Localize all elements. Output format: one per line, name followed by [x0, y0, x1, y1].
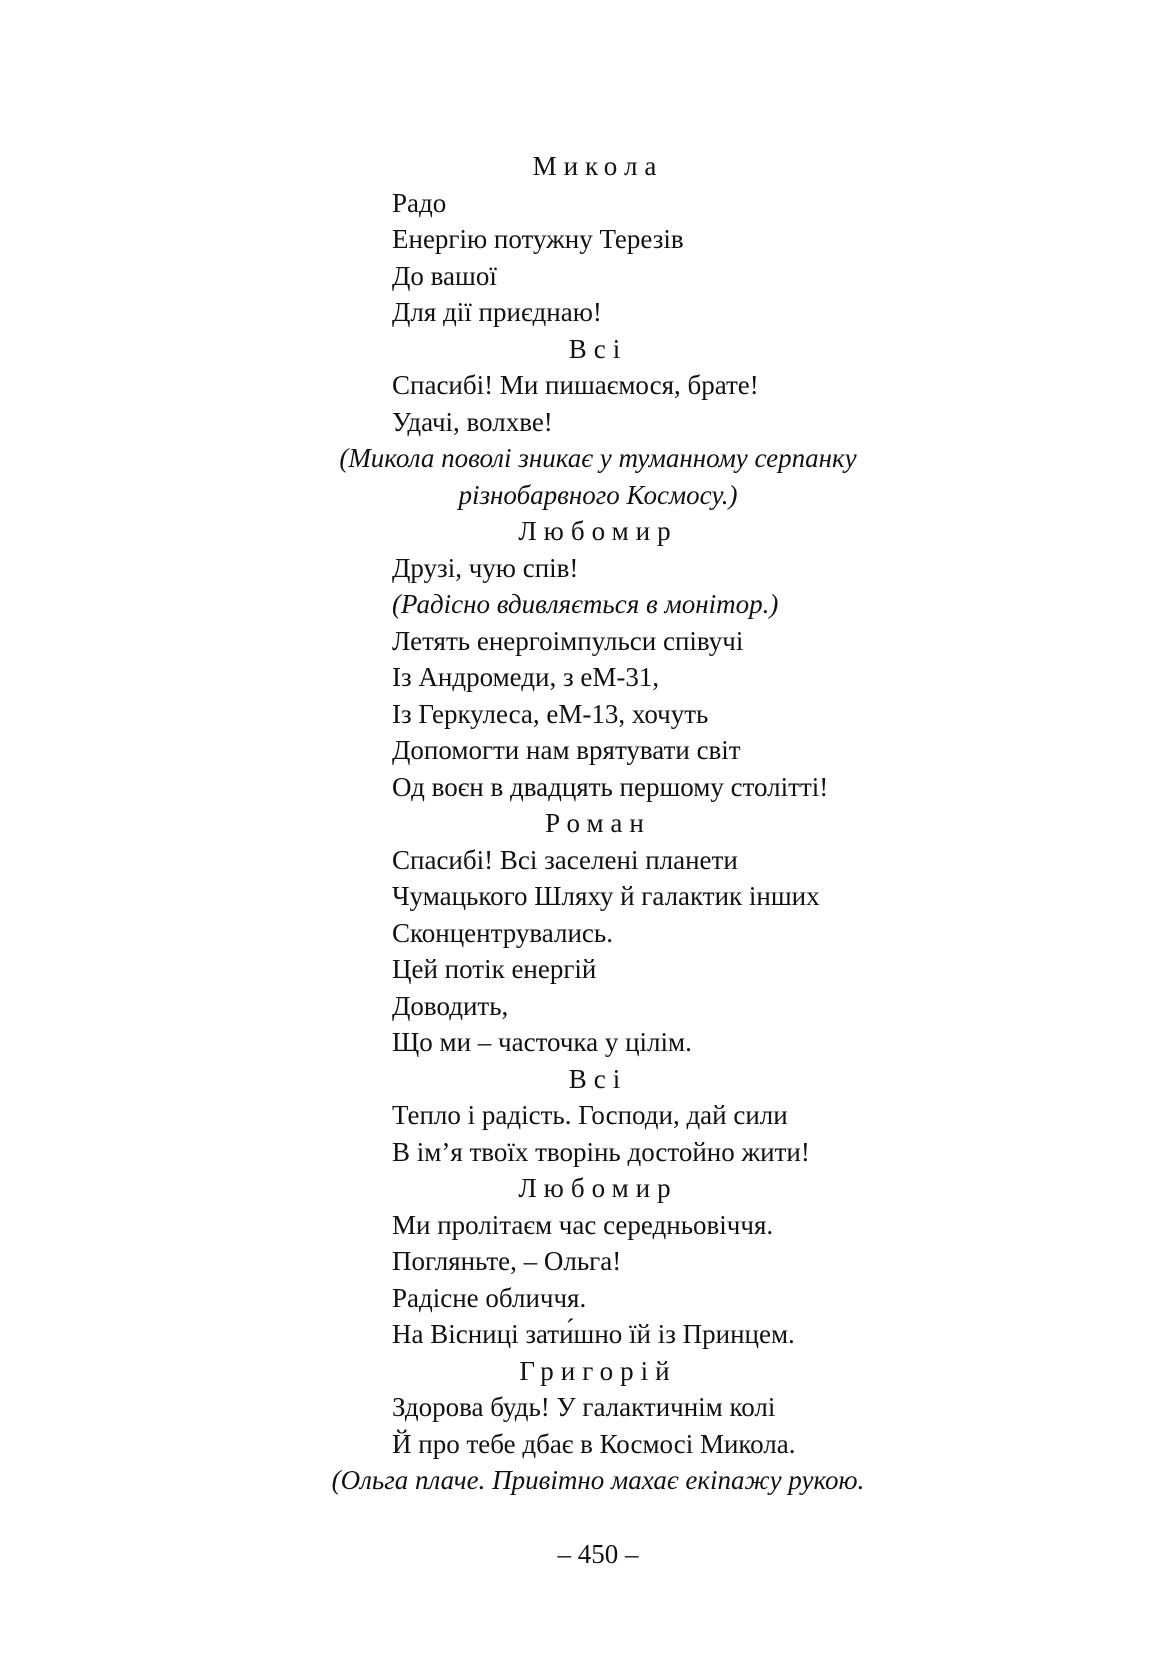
verse-line: Радісне обличчя.	[392, 1282, 587, 1313]
speaker-name: Микола	[532, 151, 664, 181]
verse-line: Друзі, чую спів!	[392, 552, 579, 583]
play-text	[0, 148, 1166, 1499]
page-number: – 450 –	[557, 1539, 639, 1569]
verse-line: Що ми – часточка у цілім.	[392, 1027, 692, 1057]
verse-line: Летять енергоімпульси співучі	[392, 625, 744, 656]
speaker-name: Григорій	[519, 1355, 677, 1386]
verse-line: До вашої	[392, 260, 497, 291]
stage-direction: (Радісно вдивляється в монітор.)	[392, 589, 779, 619]
speaker-name: Любомир	[518, 1173, 678, 1203]
verse-line: Спасибі! Ми пишаємося, брате!	[392, 370, 759, 400]
verse-line: Цей потік енергій	[392, 954, 597, 984]
verse-line: Й про тебе дбає в Космосі Микола.	[392, 1428, 796, 1459]
speaker-name: Роман	[545, 808, 651, 838]
verse-line: Ми пролітаєм час середньовіччя.	[392, 1209, 774, 1240]
speaker-name: Всі	[568, 333, 628, 364]
verse-line: Радо	[392, 187, 447, 218]
stage-direction: (Микола поволі зникає у туманному серпанку	[339, 443, 857, 473]
speaker-name: Любомир	[518, 516, 678, 546]
verse-line: Удачі, волхве!	[392, 406, 553, 437]
verse-line: Погляньте, – Ольга!	[392, 1246, 622, 1276]
stage-direction: різнобарвного Космосу.)	[458, 479, 738, 510]
verse-line: Тепло і радість. Господи, дай сили	[392, 1100, 788, 1130]
verse-line: Спасибі! Всі заселені планети	[392, 844, 738, 875]
verse-line: Здорова будь! У галактичнім колі	[392, 1392, 776, 1422]
verse-line: Од воєн в двадцять першому столітті!	[392, 771, 829, 802]
verse-line: Допомогти нам врятувати світ	[392, 735, 741, 765]
verse-line: Для дії приєднаю!	[392, 297, 602, 327]
verse-line: Чумацького Шляху й галактик інших	[392, 881, 820, 911]
stage-direction: (Ольга плаче. Привітно махає екіпажу рукою.	[331, 1465, 865, 1495]
verse-line: Із Андромеди, з еМ-31,	[392, 662, 660, 692]
verse-line: Енергію потужну Терезів	[392, 224, 684, 254]
verse-line: Доводить,	[392, 990, 509, 1021]
verse-line: В ім’я твоїх творінь достойно жити!	[392, 1136, 810, 1167]
verse-line: Сконцентрувались.	[392, 917, 613, 948]
verse-line: На Вісниці зати́шно їй із Принцем.	[392, 1319, 795, 1349]
verse-line: Із Геркулеса, еМ-13, хочуть	[392, 698, 709, 729]
speaker-name: Всі	[568, 1063, 628, 1094]
